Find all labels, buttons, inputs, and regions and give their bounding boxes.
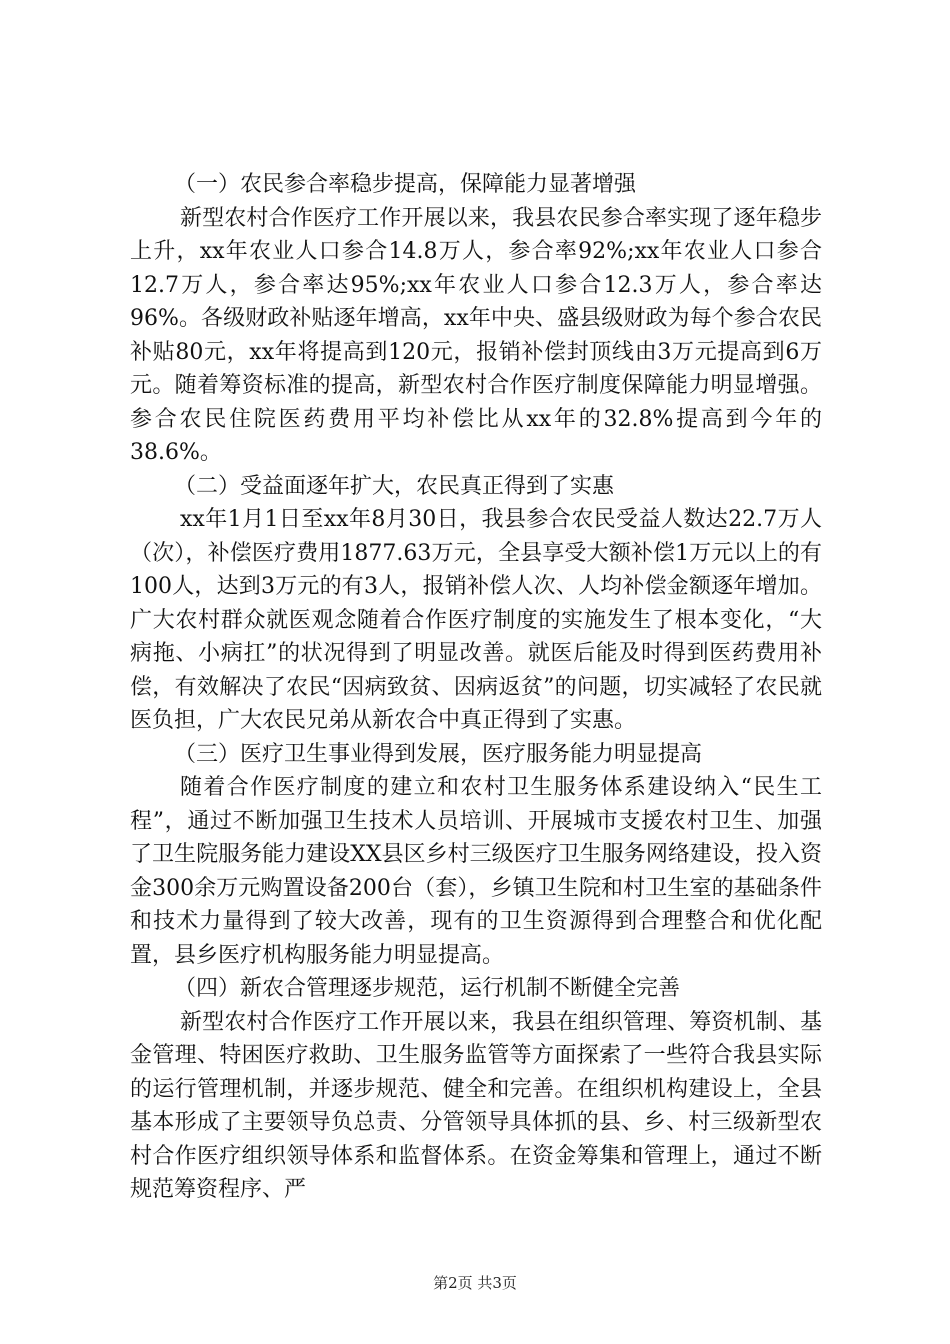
section-heading-3: （三）医疗卫生事业得到发展，医疗服务能力明显提高 (174, 741, 703, 767)
document-body (130, 168, 822, 1207)
section-paragraph-1: 新型农村合作医疗工作开展以来，我县农民参合率实现了逐年稳步上升，xx年农业人口参合14.8万人，参合率92%;xx年农业人口参合12.7万人，参合率达95%;xx年农业人口参合12.3万人，参合率达96%。各级财政补贴逐年增高，xx年中央、盛县级财政为每个参合农民补贴80元，xx年将提高到120元，报销补偿封顶线由3万元提高到6万元。随着筹资标准的提高，新型农村合作医疗制度保障能力明显增强。参合农民住院医药费用平均补偿比从xx年的32.8%提高到今年的38.6%。 (130, 205, 822, 465)
section-heading-2: （二）受益面逐年扩大，农民真正得到了实惠 (174, 473, 615, 499)
section-paragraph-2: xx年1月1日至xx年8月30日，我县参合农民受益人数达22.7万人（次），补偿医疗费用1877.63万元，全县享受大额补偿1万元以上的有100人，达到3万元的有3人，报销补偿人次、人均补偿金额逐年增加。广大农村群众就医观念随着合作医疗制度的实施发生了根本变化，“大病拖、小病扛”的状况得到了明显改善。就医后能及时得到医药费用补偿，有效解决了农民“因病致贫、因病返贫”的问题，切实减轻了农民就医负担，广大农民兄弟从新农合中真正得到了实惠。 (130, 507, 822, 733)
section-heading-1: （一）农民参合率稳步提高，保障能力显著增强 (174, 172, 637, 197)
page-number-footer: 第2页 共3页 (433, 1274, 517, 1292)
section-paragraph-4: 新型农村合作医疗工作开展以来，我县在组织管理、筹资机制、基金管理、特困医疗救助、卫生服务监管等方面探索了一些符合我县实际的运行管理机制，并逐步规范、健全和完善。在组织机构建设上，全县基本形成了主要领导负总责、分管领导具体抓的县、乡、村三级新型农村合作医疗组织领导体系和监督体系。在资金筹集和管理上，通过不断规范筹资程序、严 (130, 1009, 822, 1202)
section-heading-4: （四）新农合管理逐步规范，运行机制不断健全完善 (174, 976, 681, 1001)
section-paragraph-3: 随着合作医疗制度的建立和农村卫生服务体系建设纳入“民生工程”，通过不断加强卫生技术人员培训、开展城市支援农村卫生、加强了卫生院服务能力建设XX县区乡村三级医疗卫生服务网络建设，投入资金300余万元购置设备200台（套），乡镇卫生院和村卫生室的基础条件和技术力量得到了较大改善，现有的卫生资源得到合理整合和优化配置，县乡医疗机构服务能力明显提高。 (130, 775, 822, 968)
